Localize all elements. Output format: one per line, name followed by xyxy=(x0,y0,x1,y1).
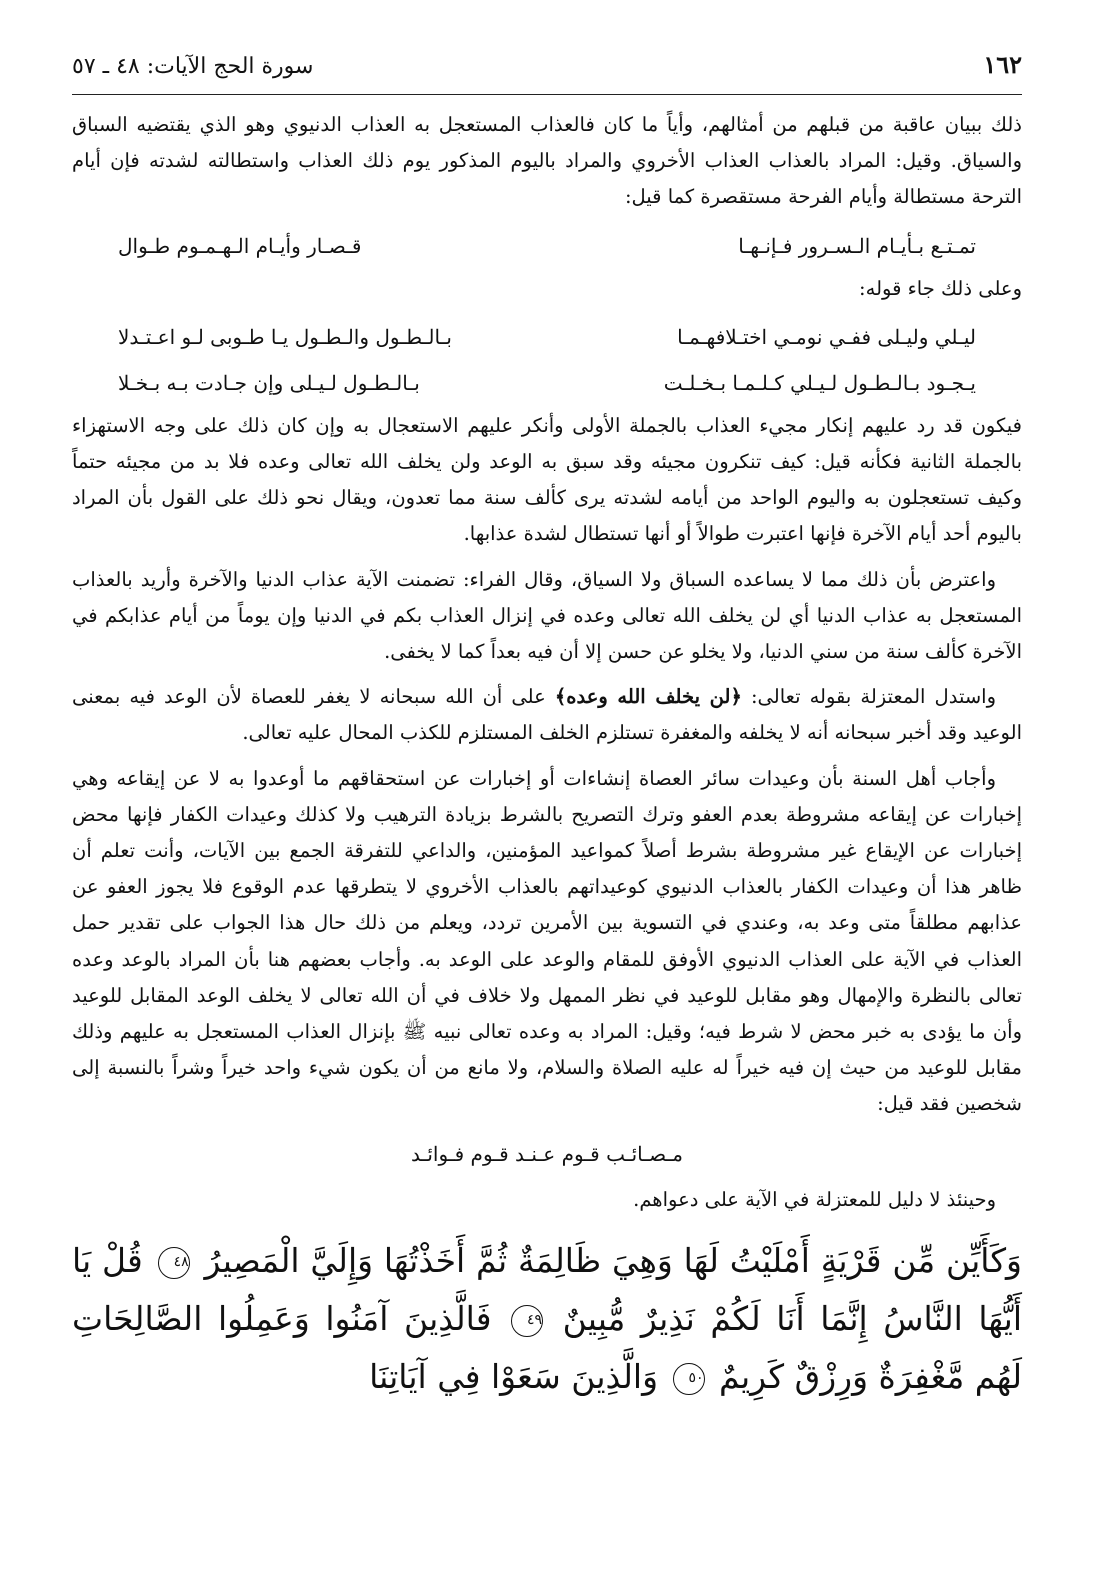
poem-verse-1 xyxy=(72,225,1022,267)
paragraph-1: ذلك ببيان عاقبة من قبلهم من أمثالهم، وأياً ما كان فالعذاب المستعجل به العذاب الدنيوي وهو الذي يقتضيه السباق والسياق. وقيل: المراد بالعذاب العذاب الأخروي والمراد باليوم المذكور يوم ذلك العذاب واستطالته لشدته فإن أيام الترحة مستطالة وأيام الفرحة مستقصرة كما قيل: xyxy=(72,113,1022,209)
paragraph-6: وأجاب أهل السنة بأن وعيدات سائر العصاة إنشاءات أو إخبارات عن استحقاقهم ما أوعدوا به لا عن إيقاعه وهي إخبارات عن إيقاعه مشروطة بعدم العفو وترك التصريح بالشرط بزيادة الترهيب ولا كذلك وعيدات الكفار فإنها محض إخبارات عن الإيقاع غير مشروطة بشرط أصلاً كمواعيد المؤمنين، والداعي للتفرقة الجمع بين الآيات، وأنت تعلم أن ظاهر هذا أن وعيدات الكفار بالعذاب الدنيوي كوعيداتهم بالعذاب الأخروي لا يتطرقها عدم الوقوع فلا يجوز العفو عن عذابهم مطلقاً متى وعد به، وعندي في التسوية بين الأمرين تردد، ويعلم من ذلك حال هذا الجواب على تقدير حمل العذاب في الآية على العذاب الدنيوي الأوفق للمقام والوعد على الوعد به. وأجاب بعضهم هنا بأن المراد بالوعد وعده تعالى بالنظرة والإمهال وهو مقابل للوعيد في نظر الممهل ولا خلاف في أن الله تعالى لا يخلف الوعد المقابل للوعيد وأن ما يؤدى به خبر محض لا شرط فيه؛ وقيل: المراد به وعده تعالى نبيه ﷺ بإنزال العذاب المستعجل به عليهم وذلك مقابل للوعيد من حيث إن فيه خيراً له عليه الصلاة والسلام، ولا مانع من أن يكون شيء واحد خيراً وشراً بالنسبة إلى شخصين فقد قيل: xyxy=(72,766,1022,1116)
page-body xyxy=(72,107,1022,1406)
poem-verse-3-second-half: بـالـطـول لـيـلى وإن جـادت بـه بـخـلا xyxy=(118,370,420,395)
quran-text-block xyxy=(72,1232,1022,1406)
ayah-50-marker: ٥٠ xyxy=(673,1363,705,1395)
poem-verse-3-first-half: يـجـود بـالـطـول لـيـلي كـلـمـا بـخـلـت xyxy=(663,370,976,395)
paragraph-7: وحينئذ لا دليل للمعتزلة في الآية على دعواهم. xyxy=(633,1187,996,1211)
book-page xyxy=(72,50,1022,1563)
paragraph-5 xyxy=(72,679,1022,751)
poem-verse-1-first-half: تمـتـع بـأيـام الـسـرور فـإنـهـا xyxy=(738,233,976,258)
poem-verse-2-second-half: بـالـطـول والـطـول يـا طـوبى لـو اعـتـدلا xyxy=(118,324,452,349)
page-header xyxy=(72,50,1022,95)
paragraph-2: وعلى ذلك جاء قوله: xyxy=(859,276,1022,300)
ayah-48-text: وَكَأَيِّن مِّن قَرْيَةٍ أَمْلَيْتُ لَهَا وَهِيَ ظَالِمَةٌ ثُمَّ أَخَذْتُهَا وَإِلَيَّ الْمَصِيرُ xyxy=(204,1240,1022,1280)
ayah-51-text: وَالَّذِينَ سَعَوْا فِي آيَاتِنَا xyxy=(369,1356,659,1396)
ayah-50-text: فَالَّذِينَ آمَنُوا وَعَمِلُوا الصَّالِحَاتِ لَهُم مَّغْفِرَةٌ وَرِزْقٌ كَرِيمٌ xyxy=(72,1298,1022,1396)
ayah-49-text: قُلْ يَا أَيُّهَا النَّاسُ إِنَّمَا أَنَا لَكُمْ نَذِيرٌ مُّبِينٌ xyxy=(72,1240,1022,1338)
page-number: ١٦٢ xyxy=(983,50,1022,79)
paragraph-3: فيكون قد رد عليهم إنكار مجيء العذاب بالجملة الأولى وأنكر عليهم الاستعجال به وإن كان ذلك على وجه الاستهزاء بالجملة الثانية فكأنه قيل: كيف تنكرون مجيئه وقد سبق به الوعد ولن يخلف الله تعالى وعده فلا بد من مجيئه حتماً وكيف تستعجلون به واليوم الواحد من أيامه لشدته يرى كألف سنة مما تعدون، ويقال نحو ذلك على القول بأن المراد باليوم أحد أيام الآخرة فإنها اعتبرت طوالاً أو أنها تستطال لشدة عذابها. xyxy=(72,413,1022,546)
paragraph-4: واعترض بأن ذلك مما لا يساعده السباق ولا السياق، وقال الفراء: تضمنت الآية عذاب الدنيا والآخرة وأريد بالعذاب المستعجل به عذاب الدنيا أي لن يخلف الله تعالى وعده في إنزال العذاب بكم في الدنيا وإن يوماً من أيام عذابكم في الآخرة كألف سنة من سني الدنيا، ولا يخلو عن حسن إلا أن فيه بعداً كما لا يخفى. xyxy=(72,567,1022,664)
poem-verse-4: مـصـائـب قـوم عـنـد قـوم فـوائـد xyxy=(410,1141,684,1166)
paragraph-5-intro: واستدل المعتزلة بقوله تعالى: xyxy=(741,685,997,709)
paragraph-5-rest: على أن الله سبحانه لا يغفر للعصاة لأن الوعد فيه بمعنى الوعيد وقد أخبر سبحانه أنه لا يخلفه والمغفرة تستلزم الخلف المستلزم للكذب المحال عليه تعالى. xyxy=(72,685,1022,745)
poem-verse-1-second-half: قـصـار وأيـام الـهـمـوم طـوال xyxy=(118,233,362,258)
poem-verse-2-first-half: ليـلي وليـلى ففـي نومـي اختـلافهـمـا xyxy=(677,324,976,349)
poem-verse-2 xyxy=(72,316,1022,358)
poem-verse-3 xyxy=(72,362,1022,404)
ayah-49-marker: ٤٩ xyxy=(511,1305,543,1337)
quran-quotation: ﴿لن يخلف الله وعده﴾ xyxy=(554,685,742,709)
ayah-48-marker: ٤٨ xyxy=(158,1247,190,1279)
sura-title: سورة الحج الآيات: ٤٨ ـ ٥٧ xyxy=(72,54,314,79)
